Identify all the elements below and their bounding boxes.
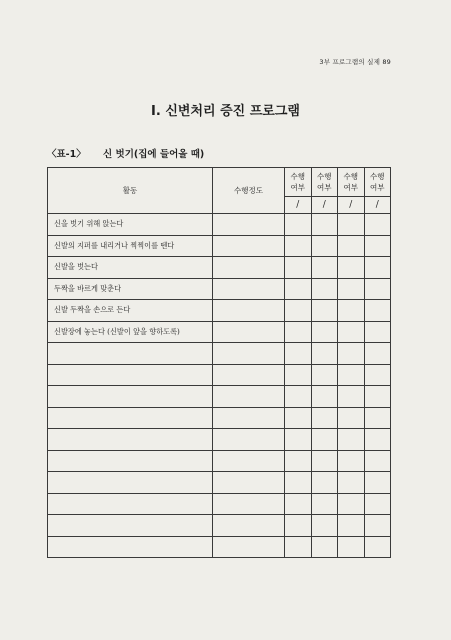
table-caption-id: 〈표-1〉 xyxy=(47,149,86,160)
check-cell[interactable] xyxy=(285,214,312,236)
check-cell[interactable] xyxy=(311,343,338,365)
table-row xyxy=(48,536,391,558)
check-cell[interactable] xyxy=(338,472,365,494)
check-cell[interactable] xyxy=(338,300,365,322)
performance-level-cell[interactable] xyxy=(213,429,285,451)
check-cell[interactable] xyxy=(285,278,312,300)
table-row xyxy=(48,257,391,279)
check-cell[interactable] xyxy=(311,214,338,236)
performance-level-cell[interactable] xyxy=(213,407,285,429)
activity-column-header: 활동 xyxy=(48,168,213,214)
activity-cell xyxy=(48,386,213,408)
check-cell[interactable] xyxy=(311,235,338,257)
table-body xyxy=(48,214,391,558)
check-column-header: 수행 여부 xyxy=(311,168,338,197)
activity-cell: 두짝을 바르게 맞춘다 xyxy=(48,278,213,300)
table-row xyxy=(48,472,391,494)
check-cell[interactable] xyxy=(285,536,312,558)
check-cell[interactable] xyxy=(364,321,391,343)
check-cell[interactable] xyxy=(364,450,391,472)
performance-level-cell[interactable] xyxy=(213,450,285,472)
check-cell[interactable] xyxy=(364,515,391,537)
check-cell[interactable] xyxy=(311,450,338,472)
activity-cell xyxy=(48,493,213,515)
check-cell[interactable] xyxy=(338,493,365,515)
check-cell[interactable] xyxy=(364,214,391,236)
check-cell[interactable] xyxy=(364,300,391,322)
performance-level-column-header: 수행정도 xyxy=(213,168,285,214)
check-cell[interactable] xyxy=(311,278,338,300)
check-cell[interactable] xyxy=(285,472,312,494)
section-title: Ⅰ. 신변처리 증진 프로그램 xyxy=(151,104,300,119)
check-cell[interactable] xyxy=(285,343,312,365)
performance-level-cell[interactable] xyxy=(213,300,285,322)
check-column-header: 수행 여부 xyxy=(338,168,365,197)
check-cell[interactable] xyxy=(311,472,338,494)
performance-level-cell[interactable] xyxy=(213,515,285,537)
date-cell[interactable]: / xyxy=(364,197,391,214)
check-cell[interactable] xyxy=(364,429,391,451)
check-cell[interactable] xyxy=(285,364,312,386)
table-row xyxy=(48,386,391,408)
check-cell[interactable] xyxy=(338,429,365,451)
page-header: 3부 프로그램의 실제 89 xyxy=(319,58,391,66)
check-cell[interactable] xyxy=(364,472,391,494)
table-row xyxy=(48,407,391,429)
check-cell[interactable] xyxy=(364,536,391,558)
table-row xyxy=(48,515,391,537)
activity-cell: 신발의 지퍼를 내리거나 찍찍이를 뗀다 xyxy=(48,235,213,257)
table-row xyxy=(48,493,391,515)
check-cell[interactable] xyxy=(364,235,391,257)
check-cell[interactable] xyxy=(338,343,365,365)
check-cell[interactable] xyxy=(338,515,365,537)
check-cell[interactable] xyxy=(311,515,338,537)
activity-record-table xyxy=(47,167,391,558)
table-row xyxy=(48,321,391,343)
check-cell[interactable] xyxy=(285,321,312,343)
table-caption xyxy=(47,146,204,160)
check-cell[interactable] xyxy=(285,429,312,451)
table-row xyxy=(48,429,391,451)
check-cell[interactable] xyxy=(285,257,312,279)
activity-cell: 신발 두짝을 손으로 든다 xyxy=(48,300,213,322)
performance-level-cell[interactable] xyxy=(213,257,285,279)
check-cell[interactable] xyxy=(338,386,365,408)
check-cell[interactable] xyxy=(338,214,365,236)
table-caption-title: 신 벗기(집에 들어올 때) xyxy=(103,149,205,160)
check-column-header: 수행 여부 xyxy=(364,168,391,197)
table-row xyxy=(48,364,391,386)
check-cell[interactable] xyxy=(285,450,312,472)
check-cell[interactable] xyxy=(338,278,365,300)
check-cell[interactable] xyxy=(285,407,312,429)
performance-level-cell[interactable] xyxy=(213,235,285,257)
check-cell[interactable] xyxy=(311,429,338,451)
table-row xyxy=(48,278,391,300)
check-cell[interactable] xyxy=(364,407,391,429)
check-cell[interactable] xyxy=(364,493,391,515)
activity-cell xyxy=(48,407,213,429)
check-cell[interactable] xyxy=(338,321,365,343)
check-cell[interactable] xyxy=(311,407,338,429)
check-cell[interactable] xyxy=(311,386,338,408)
check-cell[interactable] xyxy=(364,386,391,408)
performance-level-cell[interactable] xyxy=(213,472,285,494)
check-cell[interactable] xyxy=(311,300,338,322)
activity-cell xyxy=(48,343,213,365)
check-cell[interactable] xyxy=(285,235,312,257)
check-cell[interactable] xyxy=(364,364,391,386)
check-column-header: 수행 여부 xyxy=(285,168,312,197)
table-row xyxy=(48,450,391,472)
check-cell[interactable] xyxy=(311,257,338,279)
check-cell[interactable] xyxy=(285,386,312,408)
activity-cell xyxy=(48,536,213,558)
check-cell[interactable] xyxy=(338,536,365,558)
table-row xyxy=(48,235,391,257)
check-cell[interactable] xyxy=(338,235,365,257)
performance-level-cell[interactable] xyxy=(213,278,285,300)
check-cell[interactable] xyxy=(338,450,365,472)
check-cell[interactable] xyxy=(311,321,338,343)
check-cell[interactable] xyxy=(311,364,338,386)
performance-level-cell[interactable] xyxy=(213,386,285,408)
activity-cell: 신발을 벗는다 xyxy=(48,257,213,279)
performance-level-cell[interactable] xyxy=(213,536,285,558)
activity-cell: 신을 벗기 위해 앉는다 xyxy=(48,214,213,236)
check-cell[interactable] xyxy=(311,536,338,558)
activity-cell xyxy=(48,429,213,451)
check-cell[interactable] xyxy=(364,343,391,365)
check-cell[interactable] xyxy=(364,257,391,279)
activity-cell: 신발장에 놓는다 (신발이 앞을 향하도록) xyxy=(48,321,213,343)
check-cell[interactable] xyxy=(285,493,312,515)
table-row xyxy=(48,300,391,322)
date-cell[interactable]: / xyxy=(338,197,365,214)
check-cell[interactable] xyxy=(285,300,312,322)
activity-cell xyxy=(48,450,213,472)
performance-level-cell[interactable] xyxy=(213,214,285,236)
date-cell[interactable]: / xyxy=(285,197,312,214)
activity-cell xyxy=(48,472,213,494)
check-cell[interactable] xyxy=(285,515,312,537)
performance-level-cell[interactable] xyxy=(213,493,285,515)
check-cell[interactable] xyxy=(364,278,391,300)
table-row xyxy=(48,214,391,236)
date-cell[interactable]: / xyxy=(311,197,338,214)
table-row xyxy=(48,343,391,365)
activity-cell xyxy=(48,364,213,386)
check-cell[interactable] xyxy=(338,407,365,429)
performance-level-cell[interactable] xyxy=(213,321,285,343)
check-cell[interactable] xyxy=(338,257,365,279)
check-cell[interactable] xyxy=(311,493,338,515)
performance-level-cell[interactable] xyxy=(213,343,285,365)
performance-level-cell[interactable] xyxy=(213,364,285,386)
activity-cell xyxy=(48,515,213,537)
check-cell[interactable] xyxy=(338,364,365,386)
